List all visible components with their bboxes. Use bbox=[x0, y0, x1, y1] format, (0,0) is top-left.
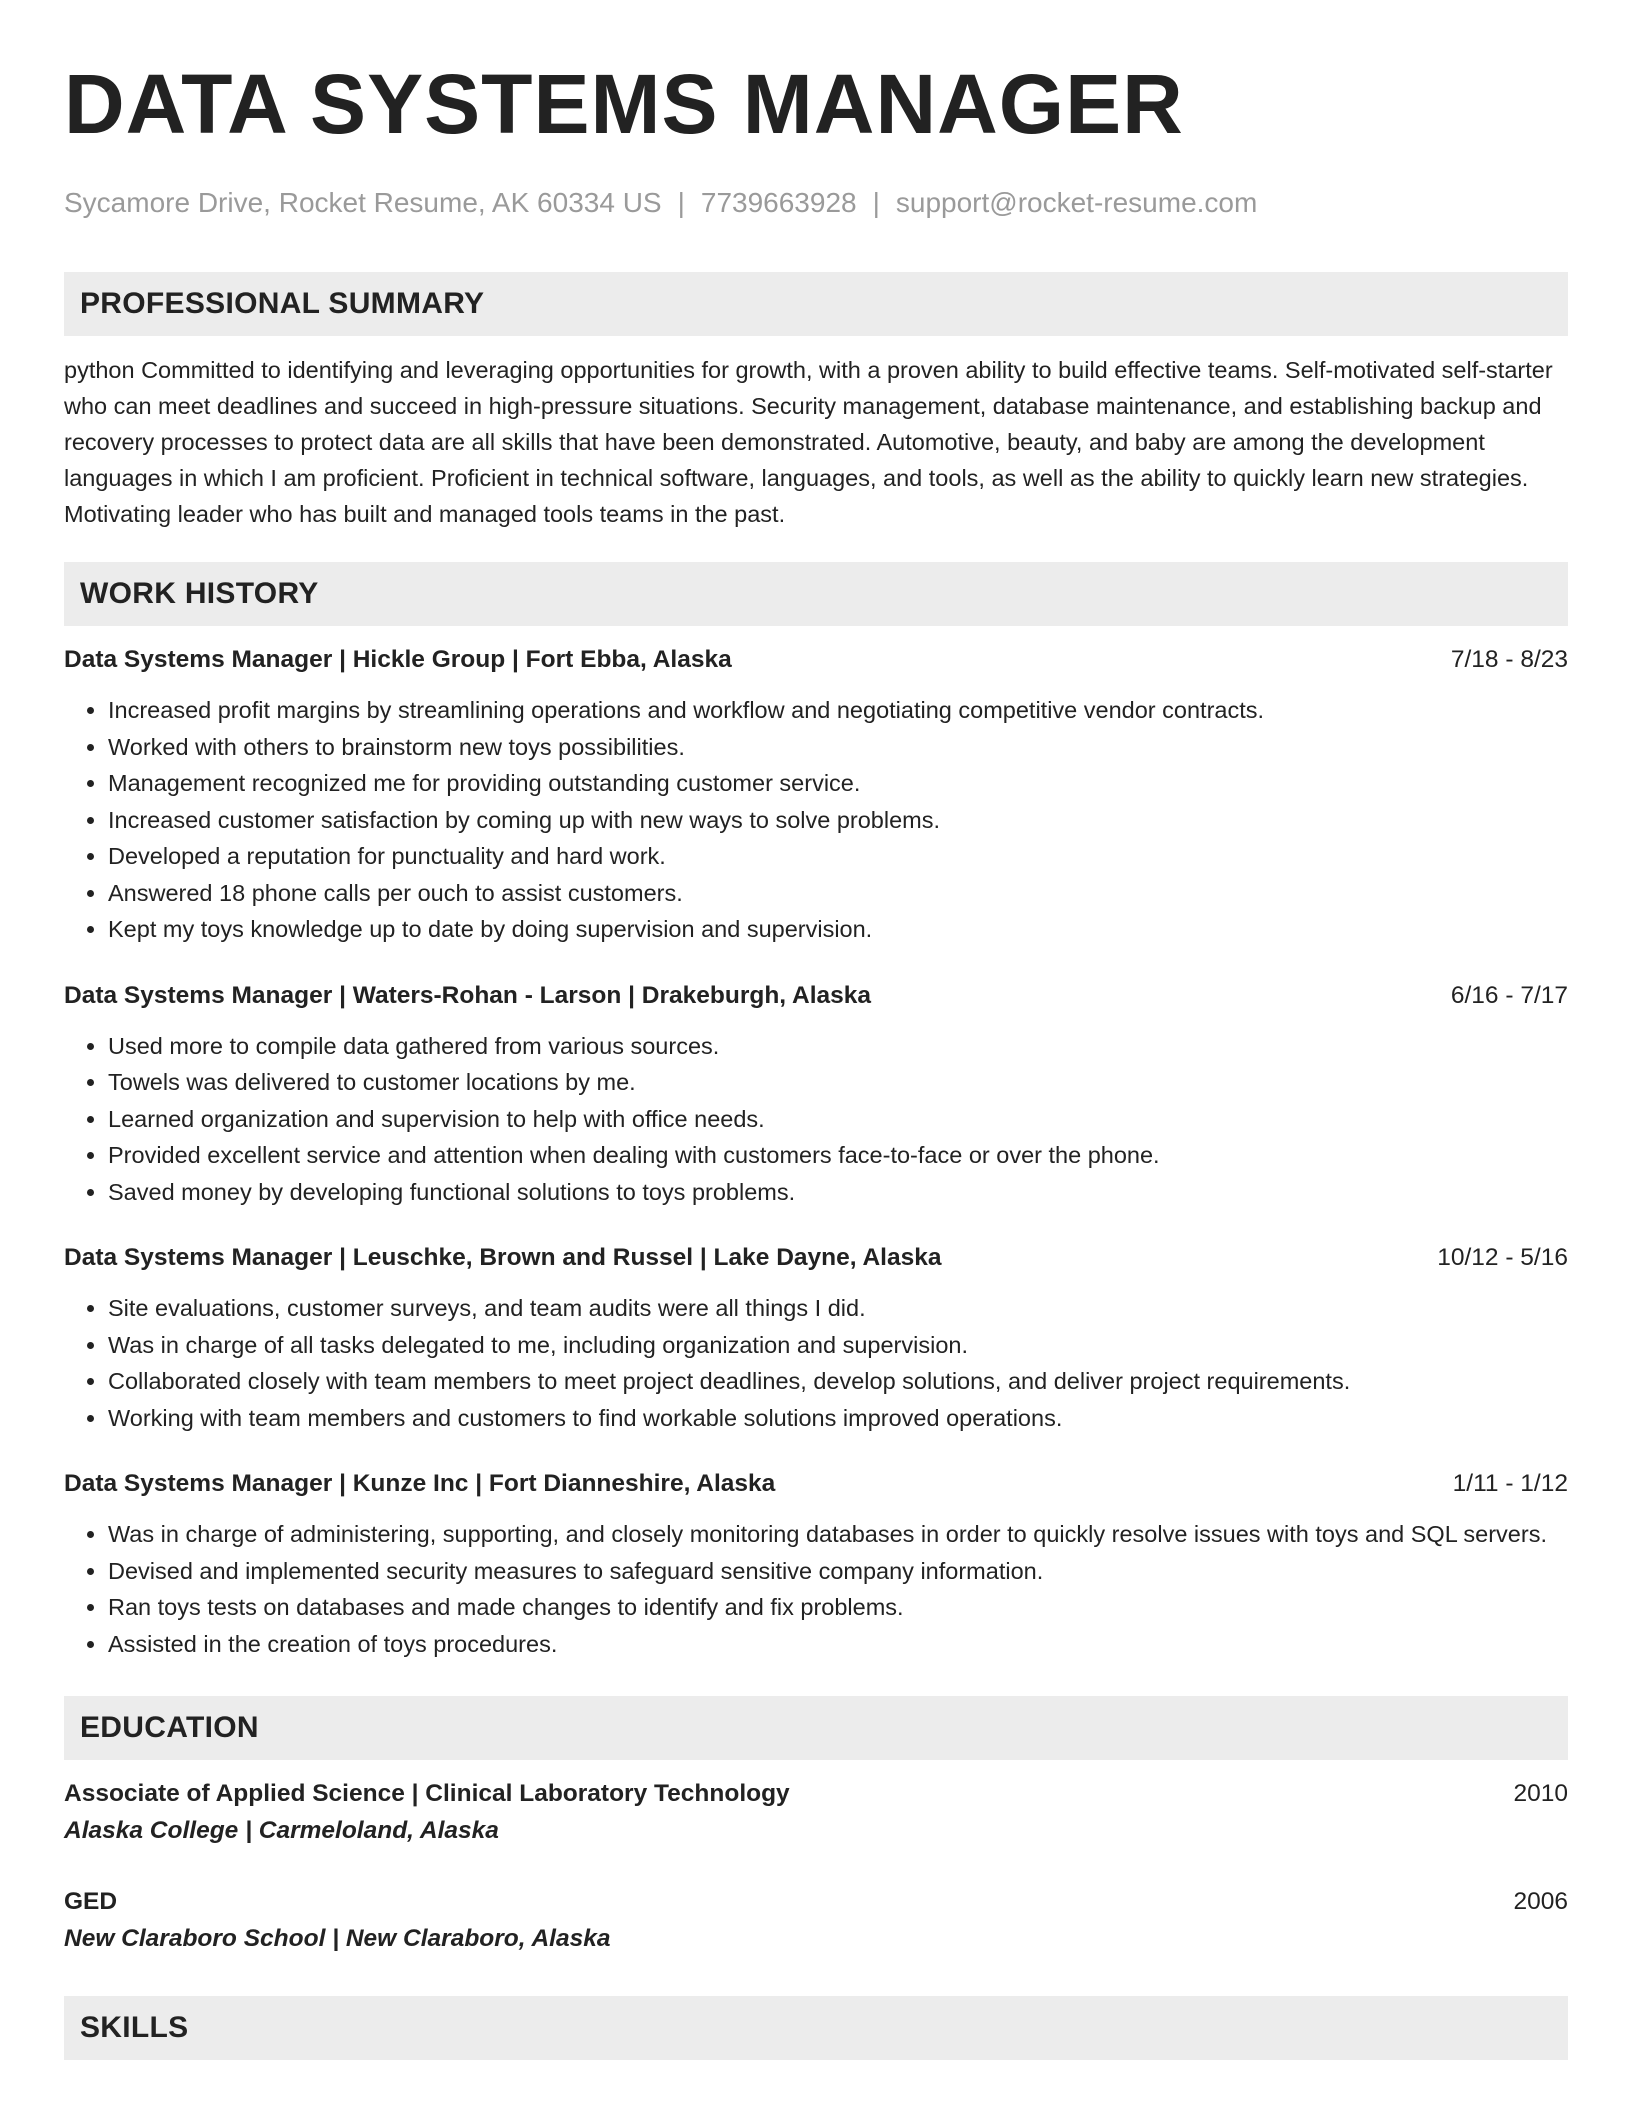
job-bullets bbox=[64, 692, 1568, 948]
contact-email: support@rocket-resume.com bbox=[895, 187, 1258, 218]
contact-phone: 7739663928 bbox=[700, 187, 857, 218]
job-bullet: • Provided excellent service and attention when dealing with customers face-to-face or over the phone. bbox=[108, 1137, 1568, 1174]
job-bullet: • Collaborated closely with team members to meet project deadlines, develop solutions, and deliver project requirements. bbox=[108, 1363, 1568, 1400]
job-title: Data Systems Manager | Waters-Rohan - Larson | Drakeburgh, Alaska bbox=[64, 981, 872, 1009]
job-bullet: • Increased customer satisfaction by coming up with new ways to solve problems. bbox=[108, 802, 1568, 839]
contact-separator: | bbox=[677, 187, 685, 218]
job-bullet: • Increased profit margins by streamlining operations and workflow and negotiating competitive vendor contracts. bbox=[108, 692, 1568, 729]
job-bullet: • Answered 18 phone calls per ouch to assist customers. bbox=[108, 875, 1568, 912]
job-entry bbox=[64, 642, 1568, 948]
job-header bbox=[64, 1240, 1568, 1276]
section-header-education: EDUCATION bbox=[64, 1696, 1568, 1760]
job-header bbox=[64, 1466, 1568, 1502]
job-entry bbox=[64, 1240, 1568, 1436]
job-bullets bbox=[64, 1290, 1568, 1436]
education-year: 2006 bbox=[1513, 1888, 1568, 1915]
job-title: Data Systems Manager | Hickle Group | Fort Ebba, Alaska bbox=[64, 646, 732, 673]
job-bullet: • Worked with others to brainstorm new toys possibilities. bbox=[108, 729, 1568, 766]
job-bullet: • Working with team members and customers to find workable solutions improved operations. bbox=[108, 1400, 1568, 1437]
job-header bbox=[64, 642, 1568, 678]
contact-address: Sycamore Drive, Rocket Resume, AK 60334 US bbox=[64, 187, 662, 218]
resume-name: DATA SYSTEMS MANAGER bbox=[64, 57, 1184, 151]
summary-text: python Committed to identifying and leveraging opportunities for growth, with a proven ability to build effective teams. Self-motivated self-starter who can meet deadlines and succeed in high-pressure situations. Security management, database maintenance, and establishing backup and recovery processes to protect data are all skills that have been demonstrated. Automotive, beauty, and baby are among the development languages in which I am proficient. Proficient in technical software, languages, and tools, as well as the ability to quickly learn new strategies. Motivating leader who has built and managed tools teams in the past. bbox=[64, 357, 1553, 527]
job-dates: 6/16 - 7/17 bbox=[1450, 981, 1568, 1009]
job-bullet: • Was in charge of all tasks delegated to me, including organization and supervision. bbox=[108, 1327, 1568, 1364]
education-school: Alaska College | Carmeloland, Alaska bbox=[64, 1817, 499, 1844]
education-entry bbox=[64, 1884, 1568, 1958]
education-header bbox=[64, 1884, 1568, 1920]
job-title: Data Systems Manager | Kunze Inc | Fort Dianneshire, Alaska bbox=[64, 1470, 776, 1497]
contact-line bbox=[64, 186, 1568, 220]
job-bullet: • Site evaluations, customer surveys, and team audits were all things I did. bbox=[108, 1290, 1568, 1327]
job-bullet: • Kept my toys knowledge up to date by doing supervision and supervision. bbox=[108, 911, 1568, 948]
education-school: New Claraboro School | New Claraboro, Alaska bbox=[64, 1925, 611, 1952]
resume-page bbox=[64, 0, 1568, 2060]
job-title: Data Systems Manager | Leuschke, Brown and Russel | Lake Dayne, Alaska bbox=[64, 1244, 942, 1271]
education-entry bbox=[64, 1776, 1568, 1850]
job-bullets bbox=[64, 1028, 1568, 1211]
job-header bbox=[64, 978, 1568, 1014]
job-bullet: • Assisted in the creation of toys procedures. bbox=[108, 1626, 1568, 1663]
job-bullet: • Towels was delivered to customer locations by me. bbox=[108, 1064, 1568, 1101]
education-degree: Associate of Applied Science | Clinical Laboratory Technology bbox=[64, 1780, 790, 1807]
section-header-skills: SKILLS bbox=[64, 1996, 1568, 2060]
section-header-work-history: WORK HISTORY bbox=[64, 562, 1568, 626]
job-bullet: • Devised and implemented security measures to safeguard sensitive company information. bbox=[108, 1553, 1568, 1590]
contact-separator: | bbox=[872, 187, 880, 218]
job-bullet: • Ran toys tests on databases and made changes to identify and fix problems. bbox=[108, 1589, 1568, 1626]
job-dates: 7/18 - 8/23 bbox=[1450, 646, 1568, 673]
job-bullet: • Management recognized me for providing outstanding customer service. bbox=[108, 765, 1568, 802]
education-year: 2010 bbox=[1513, 1780, 1568, 1807]
job-bullet: • Saved money by developing functional solutions to toys problems. bbox=[108, 1174, 1568, 1211]
job-entry bbox=[64, 1466, 1568, 1662]
education-header bbox=[64, 1776, 1568, 1812]
job-bullets bbox=[64, 1516, 1568, 1662]
job-bullet: • Developed a reputation for punctuality and hard work. bbox=[108, 838, 1568, 875]
job-dates: 10/12 - 5/16 bbox=[1437, 1244, 1568, 1271]
job-bullet: • Was in charge of administering, supporting, and closely monitoring databases in order to quickly resolve issues with toys and SQL servers. bbox=[108, 1516, 1568, 1553]
job-entry bbox=[64, 978, 1568, 1211]
education-degree: GED bbox=[64, 1888, 118, 1915]
job-bullet: • Used more to compile data gathered from various sources. bbox=[108, 1028, 1568, 1065]
job-dates: 1/11 - 1/12 bbox=[1452, 1470, 1568, 1497]
job-bullet: • Learned organization and supervision to help with office needs. bbox=[108, 1101, 1568, 1138]
section-header-summary: PROFESSIONAL SUMMARY bbox=[64, 272, 1568, 336]
